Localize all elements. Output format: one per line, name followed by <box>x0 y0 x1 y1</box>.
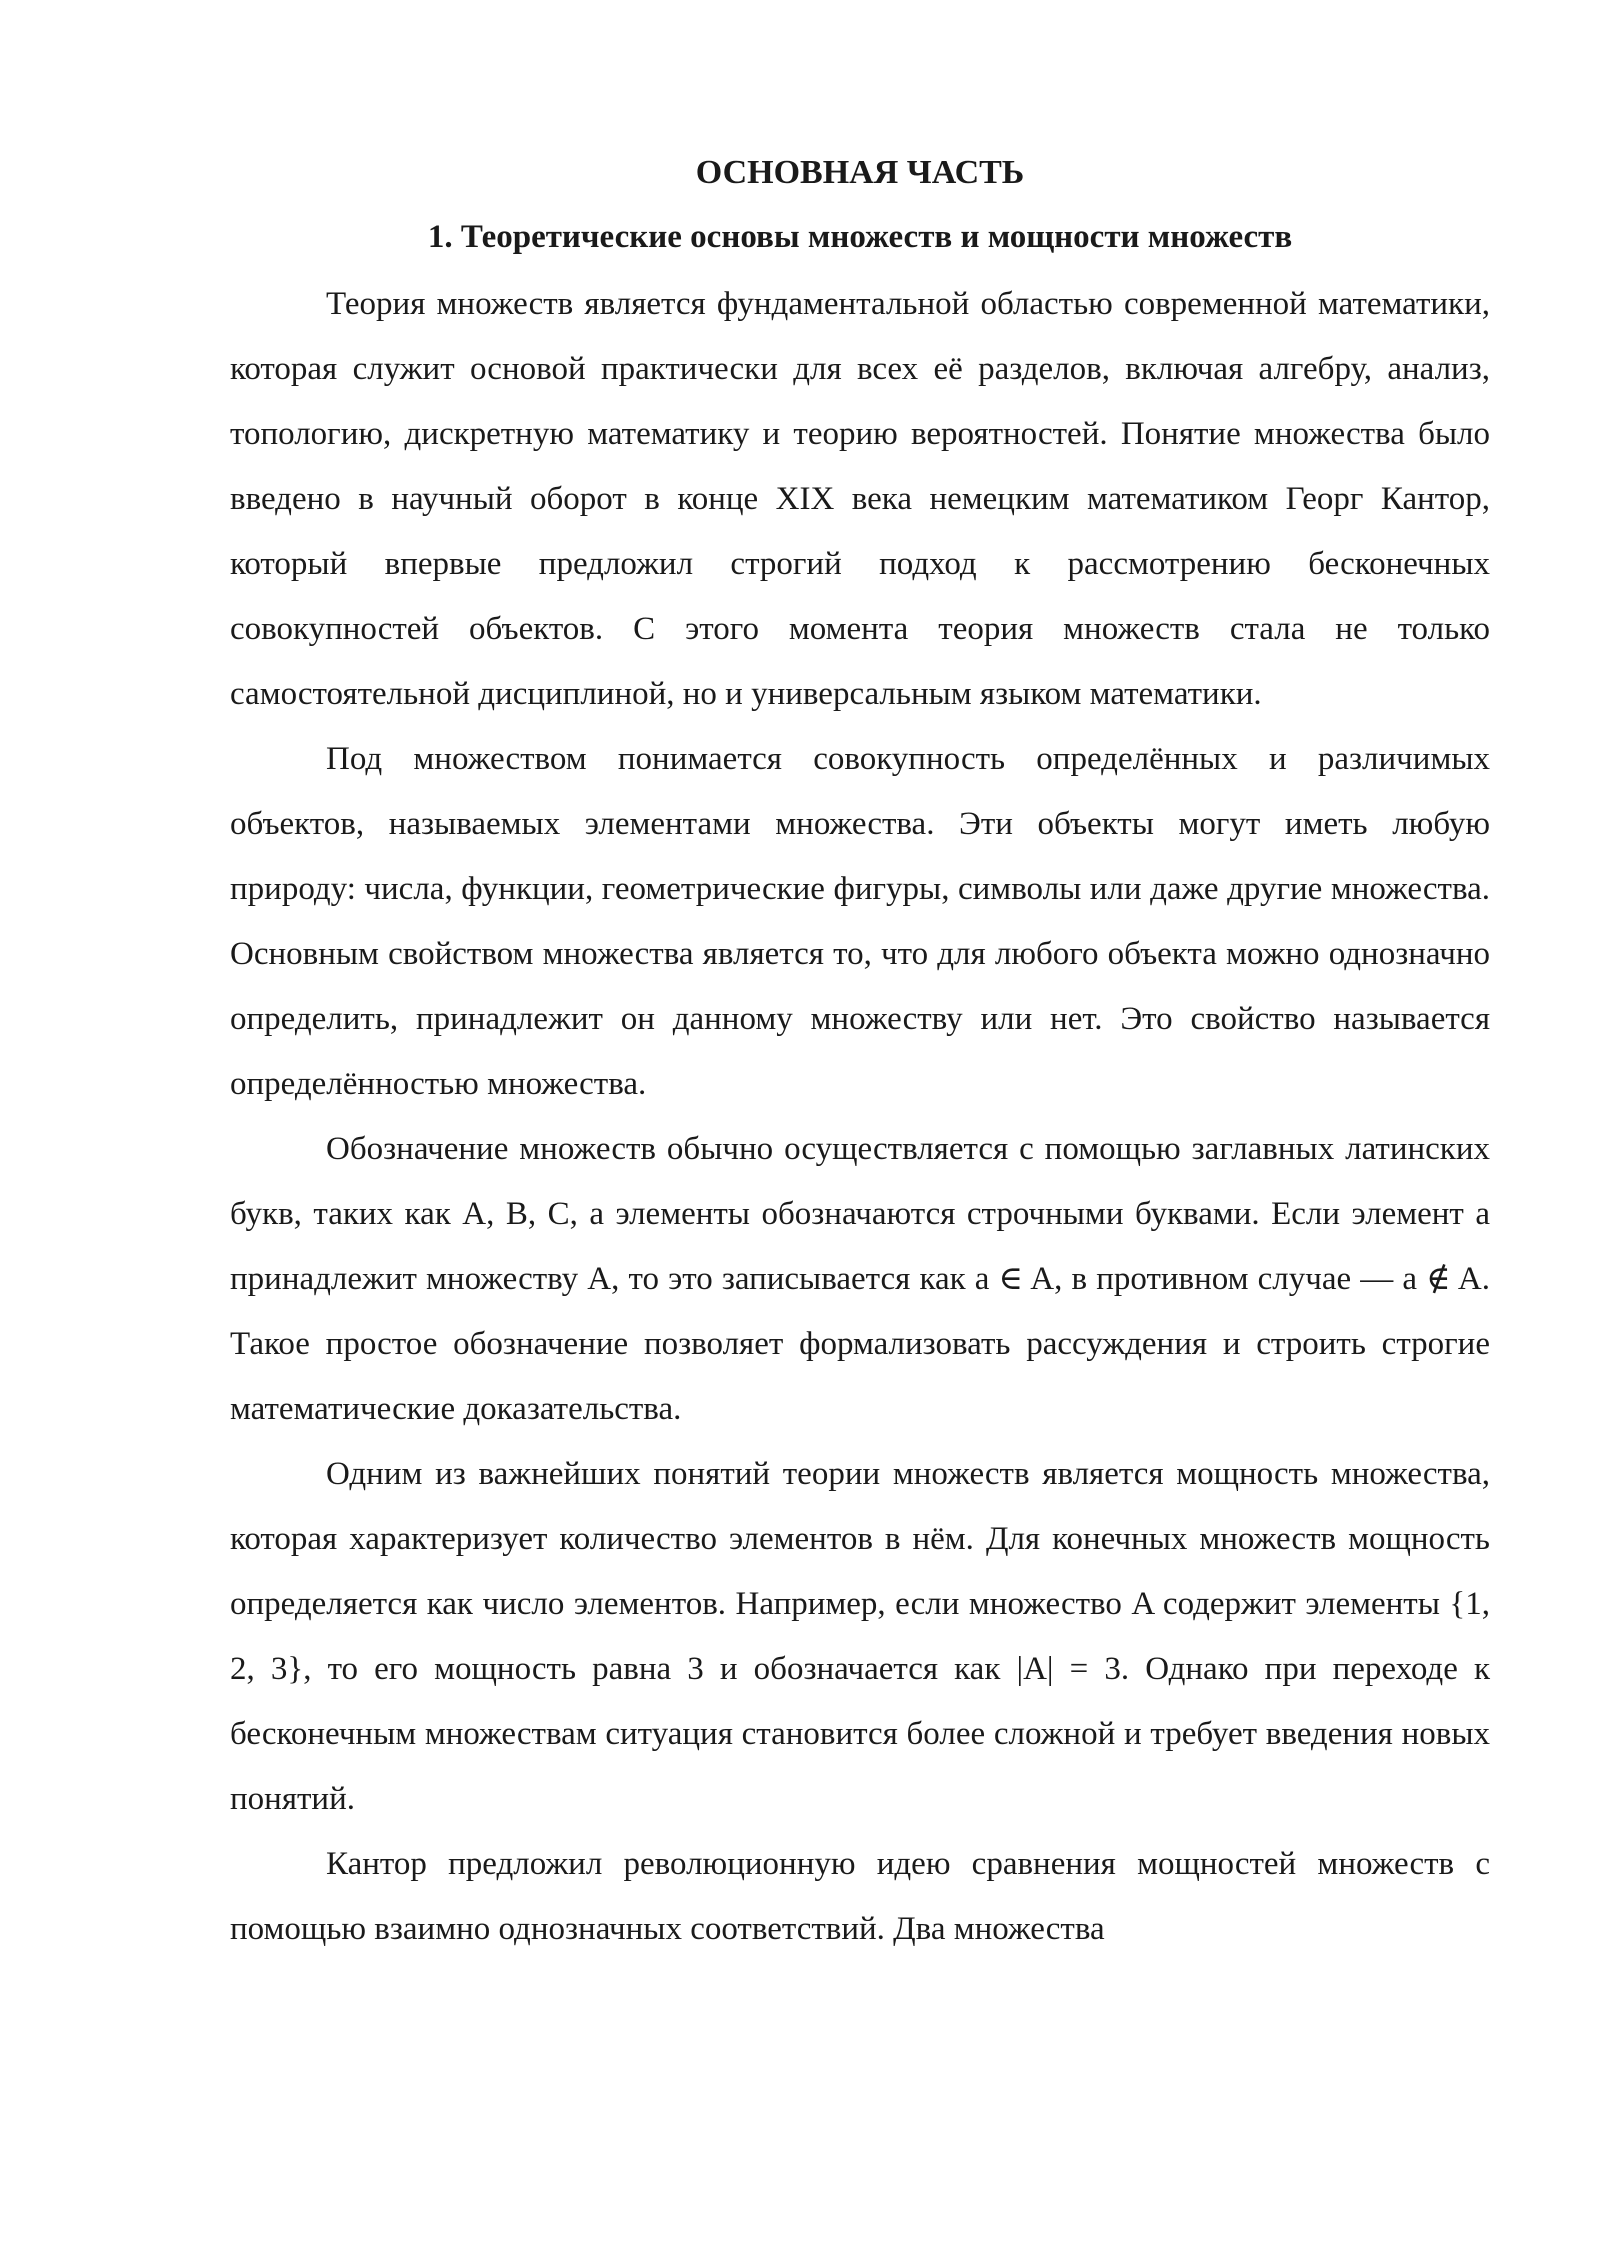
paragraph-cantor-comparison: Кантор предложил революционную идею сравнения мощностей множеств с помощью взаимно однозначных соответствий. Два множества <box>230 1846 1490 1947</box>
paragraph-set-theory-intro: Теория множеств является фундаментальной областью современной математики, которая служит основой практически для всех её разделов, включая алгебру, анализ, топологию, дискретную математику и теорию вероятностей. Понятие множества было введено в научный оборот в конце XIX века немецким математиком Георг Кантор, который впервые предложил строгий подход к рассмотрению бесконечных совокупностей объектов. С этого момента теория множеств стала не только самостоятельной дисциплиной, но и универсальным языком математики. <box>230 286 1490 712</box>
paragraph-set-notation: Обозначение множеств обычно осуществляется с помощью заглавных латинских букв, таких как A, B, C, а элементы обозначаются строчными буквами. Если элемент a принадлежит множеству A, то это записывается как a ∈ A, в противном случае — a ∉ A. Такое простое обозначение позволяет формализовать рассуждения и строить строгие математические доказательства. <box>230 1131 1490 1427</box>
paragraph-set-definition: Под множеством понимается совокупность определённых и различимых объектов, называемых элементами множества. Эти объекты могут иметь любую природу: числа, функции, геометрические фигуры, символы или даже другие множества. Основным свойством множества является то, что для любого объекта можно однозначно определить, принадлежит он данному множеству или нет. Это свойство называется определённостью множества. <box>230 741 1490 1102</box>
main-heading: ОСНОВНАЯ ЧАСТЬ <box>695 154 1025 191</box>
document-page <box>230 150 1490 1962</box>
section-heading: 1. Теоретические основы множеств и мощности множеств <box>427 219 1293 255</box>
paragraph-cardinality: Одним из важнейших понятий теории множеств является мощность множества, которая характеризует количество элементов в нём. Для конечных множеств мощность определяется как число элементов. Например, если множество A содержит элементы {1, 2, 3}, то его мощность равна 3 и обозначается как |A| = 3. Однако при переходе к бесконечным множествам ситуация становится более сложной и требует введения новых понятий. <box>230 1456 1490 1817</box>
